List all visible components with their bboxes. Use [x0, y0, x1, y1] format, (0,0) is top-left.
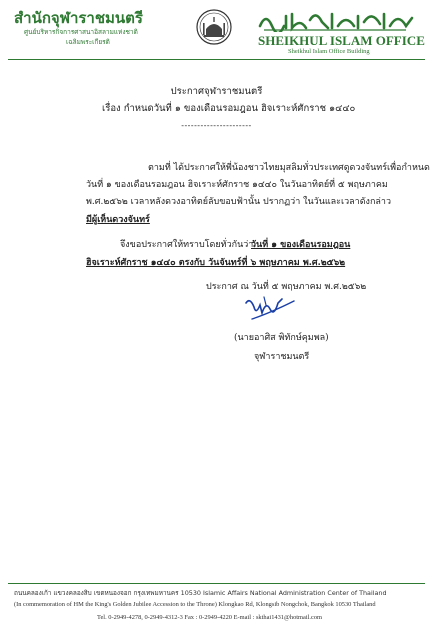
body-line-4: มีผู้เห็นดวงจันทร์: [86, 215, 150, 225]
handwritten-signature: [240, 293, 298, 327]
document-subject: เรื่อง กำหนดวันที่ ๑ ของเดือนรอมฎอน ฮิจเราะห์ศักราช ๑๔๔๐: [102, 103, 356, 114]
signer-title: จุฬาราชมนตรี: [254, 352, 310, 362]
office-name-thai: สำนักจุฬาราชมนตรี: [14, 9, 143, 27]
signer-name: (นายอาศิส พิทักษ์คุมพล): [234, 333, 329, 343]
footer-contact-line: Tel. 0-2949-4278, 0-2949-4312-3 Fax : 0-2949-4220 E-mail : skthai1431@hotmail.com: [97, 614, 322, 621]
announcement-date: ประกาศ ณ วันที่ ๕ พฤษภาคม พ.ศ.๒๕๖๒: [206, 282, 367, 292]
header-divider: [8, 59, 425, 60]
arabic-calligraphy-logo: [256, 8, 416, 32]
body-line-3: พ.ศ.๒๕๖๒ เวลาหลังดวงอาทิตย์ลับขอบฟ้านั้น ปรากฏว่า ในวันและเวลาดังกล่าว: [86, 197, 392, 207]
announcement-highlight: วันที่ ๑ ของเดือนรอมฎอน: [251, 240, 351, 250]
center-name-thai-line1: ศูนย์บริหารกิจการศาสนาอิสลามแห่งชาติ: [24, 28, 138, 36]
footer-address-line2: (In commemoration of HM the King's Golden Jubilee Accession to the Throne) Klongkao Rd, Klongsib Nongchok, Bangkok 10530 Thailand: [14, 601, 376, 608]
mosque-emblem-icon: [196, 9, 232, 45]
body-line-1: ตามที่ ได้ประกาศให้พี่น้องชาวไทยมุสลิมทั่วประเทศดูดวงจันทร์เพื่อกำหนด: [148, 163, 430, 173]
announcement-line-2: ฮิจเราะห์ศักราช ๑๔๔๐ ตรงกับ วันจันทร์ที่ ๖ พฤษภาคม พ.ศ.๒๕๖๒: [86, 258, 346, 268]
footer-address-line1: ถนนคลองเก้า แขวงคลองสิบ เขตหนองจอก กรุงเทพมหานคร 10530 Islamic Affairs National Administration Center of Thailand: [14, 589, 387, 597]
building-name-english: Sheikhul Islam Office Building: [288, 48, 370, 55]
center-name-thai-line2: เฉลิมพระเกียรติ: [66, 38, 110, 46]
body-line-2: วันที่ ๑ ของเดือนรอมฎอน ฮิจเราะห์ศักราช ๑๔๔๐ ในวันอาทิตย์ที่ ๕ พฤษภาคม: [86, 180, 388, 190]
office-name-english: SHEIKHUL ISLAM OFFICE: [258, 33, 425, 48]
announcement-prefix: จึงขอประกาศให้ทราบโดยทั่วกันว่า: [120, 240, 254, 250]
document-title: ประกาศจุฬาราชมนตรี: [170, 86, 263, 97]
title-separator: ----------------------: [181, 121, 252, 130]
footer-divider: [8, 583, 425, 584]
